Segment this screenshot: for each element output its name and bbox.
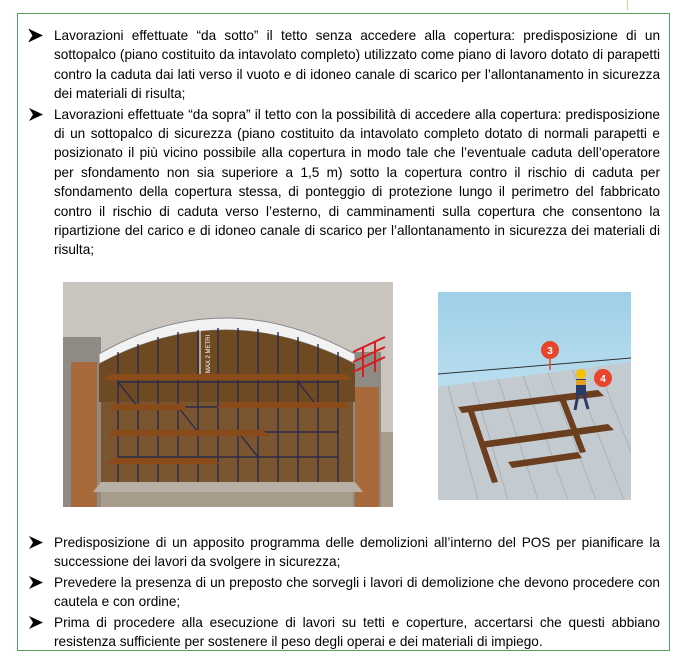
bullet-text: Lavorazioni effettuate “da sopra” il tetto con la possibilità di accedere alla copertura: predisposizione di un sottopalco di sicurezza (piano costituito da intavolato completo dotato di normali parapetti e posizionato il più vicino possibile alla copertura in modo tale che l’eventuale caduta dell’operatore per sfondamento non sia superiore a 1,5 m) sotto la copertura contro il rischio di caduta per sfondamento della copertura stessa, di ponteggio di protezione lungo il perimetro del fabbricato contro il rischio di caduta verso l’esterno, di camminamenti sulla copertura che consentono la ripartizione del carico e di idoneo canale di scarico per l’allontanamento in sicurezza dei materiali di risulta; [54,106,660,258]
scaffolding-section-illustration [63,282,393,507]
list-item [28,533,660,572]
height-dimension-label: MAX 2 METRI [206,334,212,374]
arrowhead-bullet-icon [28,28,44,43]
list-item [28,26,660,104]
bullet-text: Prima di procedere alla esecuzione di lavori su tetti e coperture, accertarsi che questi abbiano resistenza sufficiente per sostenere il peso degli operai e dei materiali di impiego. [54,614,660,650]
bullet-text: Prevedere la presenza di un preposto che sorvegli i lavori di demolizione che devono procedere con cautela e con ordine; [54,574,660,610]
decorative-dashed-line [627,0,629,10]
list-item [28,573,660,612]
bullet-list-bottom [28,533,660,652]
figures-row [63,282,643,527]
arrowhead-bullet-icon [28,575,44,590]
bullet-list-top [28,26,660,261]
arrowhead-bullet-icon [28,535,44,550]
roof-walkway-illustration [438,292,631,500]
list-item [28,105,660,260]
bullet-text: Lavorazioni effettuate “da sotto” il tetto senza accedere alla copertura: predisposizione di un sottopalco (piano costituito da intavolato completo) utilizzato come piano di lavoro dotato di parapetti contro la caduta dai lati verso il vuoto e di idoneo canale di scarico per l’allontanamento in sicurezza dei materiali di risulta; [54,28,660,102]
marker-3: 3 [547,346,553,357]
list-item [28,613,660,652]
arrowhead-bullet-icon [28,107,44,122]
document-frame [17,13,670,651]
bullet-text: Predisposizione di un apposito programma delle demolizioni all’interno del POS per pianificare la successione dei lavori da svolgere in sicurezza; [54,535,660,570]
marker-4: 4 [600,374,606,385]
arrowhead-bullet-icon [28,615,44,630]
